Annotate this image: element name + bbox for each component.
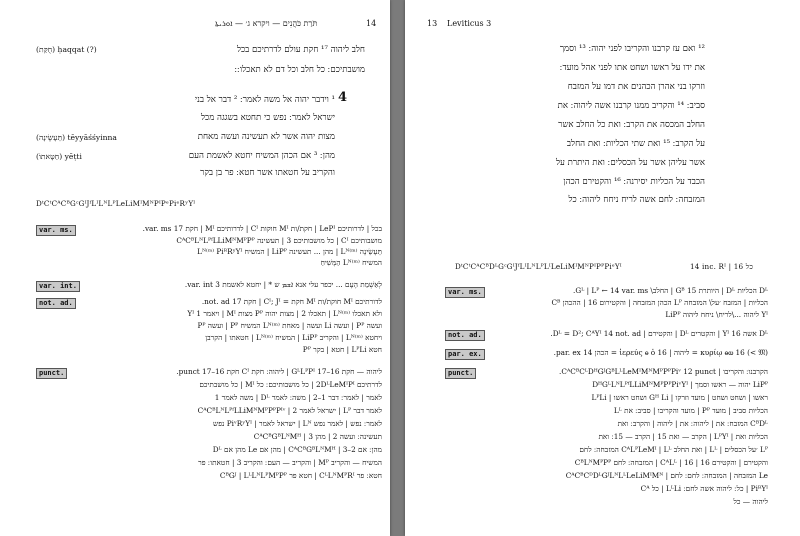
apparatus-line: ולא תאכלו Lᴺ⁽ᵐ⁾ | תאכלו 2 | מצות יהוה Pᴾ מצות Mᴵ | ויאמר Yᴵ 1	[187, 309, 382, 318]
verse-line: על הקרב ׃ ¹⁵ ואת שתי הכליות ׃ ואת החלב	[566, 139, 705, 149]
apparatus-label: var. int.	[36, 281, 80, 292]
apparatus-line: תֵּעָשֵׂינָה Lᴺ⁽ᵐ⁾ | מהן ... תעשינה LiPᴾ | המשיח Lᴺ⁽ᵐ⁾ PiᴿRʸYᴵ	[197, 247, 382, 256]
apparatus-label: punct.	[445, 368, 476, 379]
apparatus-line: לְאַשְׁמַת הָעָם ... יכפר עלי אנא ܐܫܡ ש * | יחטא לאשמת 3 var. int.	[184, 280, 382, 289]
apparatus-line: לאמר ׃ נפש | לאמר נפש Lᴺ | ישראל לאמר | PiᵛRʸYᴵ נפש	[213, 419, 382, 428]
verse-line: וזרקו בני אהרן הכהנים את דמו על המזבח	[567, 82, 705, 92]
verse-line: חלב ליהוה ¹⁷ חקת עולם לדרתיכם בכל	[236, 45, 365, 55]
apparatus-line: ויחטא Lᴺ⁽ᵐ⁾ | והקריב LiPᴾ | המשיח Lᴺ⁽ᵐ⁾ | חטאתו | הקרבן	[205, 333, 382, 342]
apparatus-label: var. ms.	[36, 225, 76, 236]
apparatus-label: not. ad.	[36, 298, 76, 309]
apparatus-line: Le המזבחה | המזבחה ׃ לחם ׃ לחם | CᴬCᴮCᴰDᴸGᴶLᴺLᴸLeLiMᴵMᴺ	[565, 471, 768, 480]
apparatus-line: Yᴵ ליהוה ...\לריח\ ניחח ליהוה LiPᴾ	[665, 310, 768, 319]
left-running-title: תֹּרַת כֹּהֲנִים — ויקרא ג׳ — ܐܘܪܝܬܐ	[215, 19, 318, 28]
apparatus-line: מהן ׃ אם 2–3 | CᴬCᴮGᴮLᴺMᴴ | מהן אם Le מהן אם Dᴸ	[212, 445, 382, 454]
verse-line: המזבחה ׃ לחם אשה לריח ניחח ליהוה ׃ כל	[568, 195, 705, 205]
apparatus-line: הכליות ואת | LᴾYᴵ | הקרב — ואת 15 | הקרב — 15 ׃ ואת	[598, 432, 768, 441]
verse-line: ¹ וידבר יהוה אל משה לאמר ׃ ² דבר אל בני	[194, 95, 335, 105]
right-page-number: 13	[427, 19, 438, 28]
right-running-title: Leviticus 3	[447, 19, 492, 28]
apparatus-line: ועשה Pᴾ | ועשה Li ועשה | מאחת Lᴺ⁽ᵐ⁾ המשיח Pᴾ | ועשה Pᴾ	[197, 321, 382, 330]
verse-line: סביב ׃ ¹⁴ והקריב ממנו קרבנו אשה ליהוה ׃ את	[557, 101, 705, 111]
apparatus-line: (𝔐 >) κυρίῳ ⲑⲱ 16 = ליהוה | ἱερεύς ⲑ ὁ 16 = הכהן 14 par. ex.	[553, 348, 768, 357]
apparatus-line: לאמר דבר Lᴾ | ישראל לאמר 2 | CᴬCᴮLᴺLᴾᶠLLiMᴺMᴾPᴾPᴵᵛ	[197, 406, 382, 415]
apparatus-line: לדרתיכם 2DᴸLeMᴵPᴵ | כל מושבותיכם ׃ כל Mᴵ | כל מושבתיכם	[199, 380, 382, 389]
manuscript-sigla: DᵗCᵗCᴬCᴮDᴸGᶜGᴵJᶠLᴵLᴺLᴾLᴵLeLiMᴵMᴺPᴵPᴾPiᵉYᴵ	[455, 262, 622, 271]
margin-note: (תֵּעָשֶׂינָה) tēyyāśśyinna	[36, 133, 117, 142]
apparatus-line: הכליות סביב | מועד Pᴾ | מועד והקריבו | סביב ׃ את Lᴸ	[613, 406, 768, 415]
apparatus-line: הקרבנו ׃ והקריבו | CᴬCᴮCᴸDᴴGᴶGᴮLᴸLeMᴵMᴺMᴾPᴾPiᵛ 12 punct.	[559, 367, 768, 376]
left-page	[0, 0, 390, 536]
verse-line: מצות יהוה אשר לא תעשינה ועשה מאחת	[197, 132, 335, 142]
verse-line: החלב המכסה את הקרב ׃ ואת כל החלב אשר	[558, 120, 705, 130]
apparatus-label: not. ad.	[445, 330, 485, 341]
apparatus-line: המשיח — והקריב Mᴾ | והקריב — העם ׃ והקריב 3 | חטאתו ׃ פר	[198, 458, 382, 467]
apparatus-line: ראשו | ושחט ושחט | מועד וזרקו | Gᴴ Li ושחט ראשו | LᴾLi	[591, 393, 768, 402]
verse-line: ¹² ואם עז קרבנו והקריבו לפני יהוה ׃ ¹³ וסמך	[559, 44, 705, 54]
apparatus-line: ליהוה — כל	[733, 497, 768, 506]
verse-line: ישראל לאמר ׃ נפש כי תחטא בשגגה מכל	[200, 113, 335, 123]
left-page-number: 14	[366, 19, 377, 28]
apparatus-label: par. ex.	[445, 349, 485, 360]
apparatus-line: LiPᴾ יהוה — ראשו וסמך | DᴴGᴸLᴺLᴾᶠLLiMᴺMᴾPᴾPiᵛYᴵ	[592, 380, 768, 389]
margin-note: (חַטָּאתוֹ) yēṭti	[36, 152, 82, 161]
apparatus-line: בכל | לדרותיכם LePᴵ | חקת/ות Mᴵ חוקות Cᴵ | לדרותיכם Mᴵ | חקת 17 var. ms.	[142, 224, 382, 233]
apparatus-line: Dᴸ הכליות Dᴸ | היותרת Gᴮ 15 | החלב\ Gᴸ | Lᴾ ← 14 var. ms.	[573, 286, 768, 295]
apparatus-label: var. ms.	[445, 287, 485, 298]
verse-line: מושבתיכם ׃ כל חלב וכל דם לא תאכלו ׃ ׃	[234, 65, 365, 75]
manuscript-sigla: DᵗCᵗCᴬCᴮGᶜGᴵJᶠLᴵLᴺLᴾLeLiMᴵMᴺPᴵPᵉPiᵉRʸYᴵ	[36, 199, 196, 208]
apparatus-line: Dᴸ אשה Yᴵ 16 | והקטרים Dᴸ | והקטירם | Dᴸ = D²; CᴬYᴵ 14 not. ad.	[550, 329, 768, 338]
chapter-number: 4	[338, 90, 348, 105]
apparatus-line: והקטירם | והקטירם 16 | CᴬLᴸ | 16 | המזבחה ׃ לחם CᴮLᴺMᴾPᴾ	[574, 458, 768, 467]
manuscript-note: 14 inc. Rᴵ | 16 כל	[690, 262, 754, 271]
verse-line: הכבד על הכליות יסירנה ׃ ¹⁶ והקטירם הכהן	[563, 177, 705, 187]
apparatus-line: חטא ׃ פר CᴸLᴺMᴾRᴵ | חטא פר CᴮGᴶ | LᴸLᴺLᴾMᴾPᴾ	[219, 471, 382, 480]
apparatus-label: punct.	[36, 368, 67, 379]
apparatus-line: לדורתיכם Mᴵ חוקת/ות Mᴵ חקת = Cᴵ; Jᴵ | חקת 17 not. ad.	[201, 297, 382, 306]
apparatus-line: Lᴾ ׳על הכסלים | Lᴸ | ואת החלב CᴬLᴾLeMᴵ | Lᴸ המזבחה ׃ לחם	[579, 445, 768, 454]
verse-line: מהן ׃ ³ אם הכהן המשיח יחטא לאשמת העם	[188, 151, 335, 161]
apparatus-line: המשיח Lᴺ⁽ᵐ⁾ הַמָּשִׁיחַ	[320, 258, 382, 267]
apparatus-line: חטא LᴾLi | חטא | בקר Pᴾ	[302, 345, 382, 354]
apparatus-line: CᴮDᴸ המזבח ׃ את | ליהוה ׃ את | ליהוה | והקרב ׃ ואת	[617, 419, 768, 428]
right-page	[405, 0, 800, 536]
apparatus-line: מושבותיכם Cᴵ | כל מושבותיכם 3 | תעשינה CᴬCᴮLᴺLᴾᶠLLiMᴺMᴾPᴾ	[176, 236, 382, 245]
apparatus-line: PiᴿYᴵ | כל ׃ ליהוה אשה לחם ׃ LᴸLi | כל Cᴬ	[640, 484, 768, 493]
apparatus-line: לאמר | לאמר ׃ דבר 1–2 | משה ׃ לאמר Dᴸ | משה לאמר 1	[214, 393, 382, 402]
margin-note: (חֻקַּת) ḥaqqat (?)	[36, 45, 97, 54]
apparatus-line: תעשינה ׃ ועשה 2 | מהן 3 | CᴬCᴮGᴮLᴺMᴴ	[253, 432, 382, 441]
apparatus-line: ליהוה — חקת 16–17 GᴸLᴾPᴵ | ליהוה ׃ חקת Cᴵ חקת 16–17 punct.	[176, 367, 382, 376]
verse-line: והקריב על חטאתו אשר חטא ׃ פר בן בקר	[200, 168, 335, 178]
verse-line: את ידו על ראשו ושחט אתו לפני אהל מועד ׃	[559, 63, 705, 73]
verse-line: אשר עליהן אשר על הכסלים ׃ ואת היתרת על	[556, 158, 705, 168]
apparatus-line: הכליות | המזבח ׳על\ המזבחה Lᴾ הכהן המזבחה | והקטירום 16 | ההכהן Cᴮ	[551, 298, 768, 307]
